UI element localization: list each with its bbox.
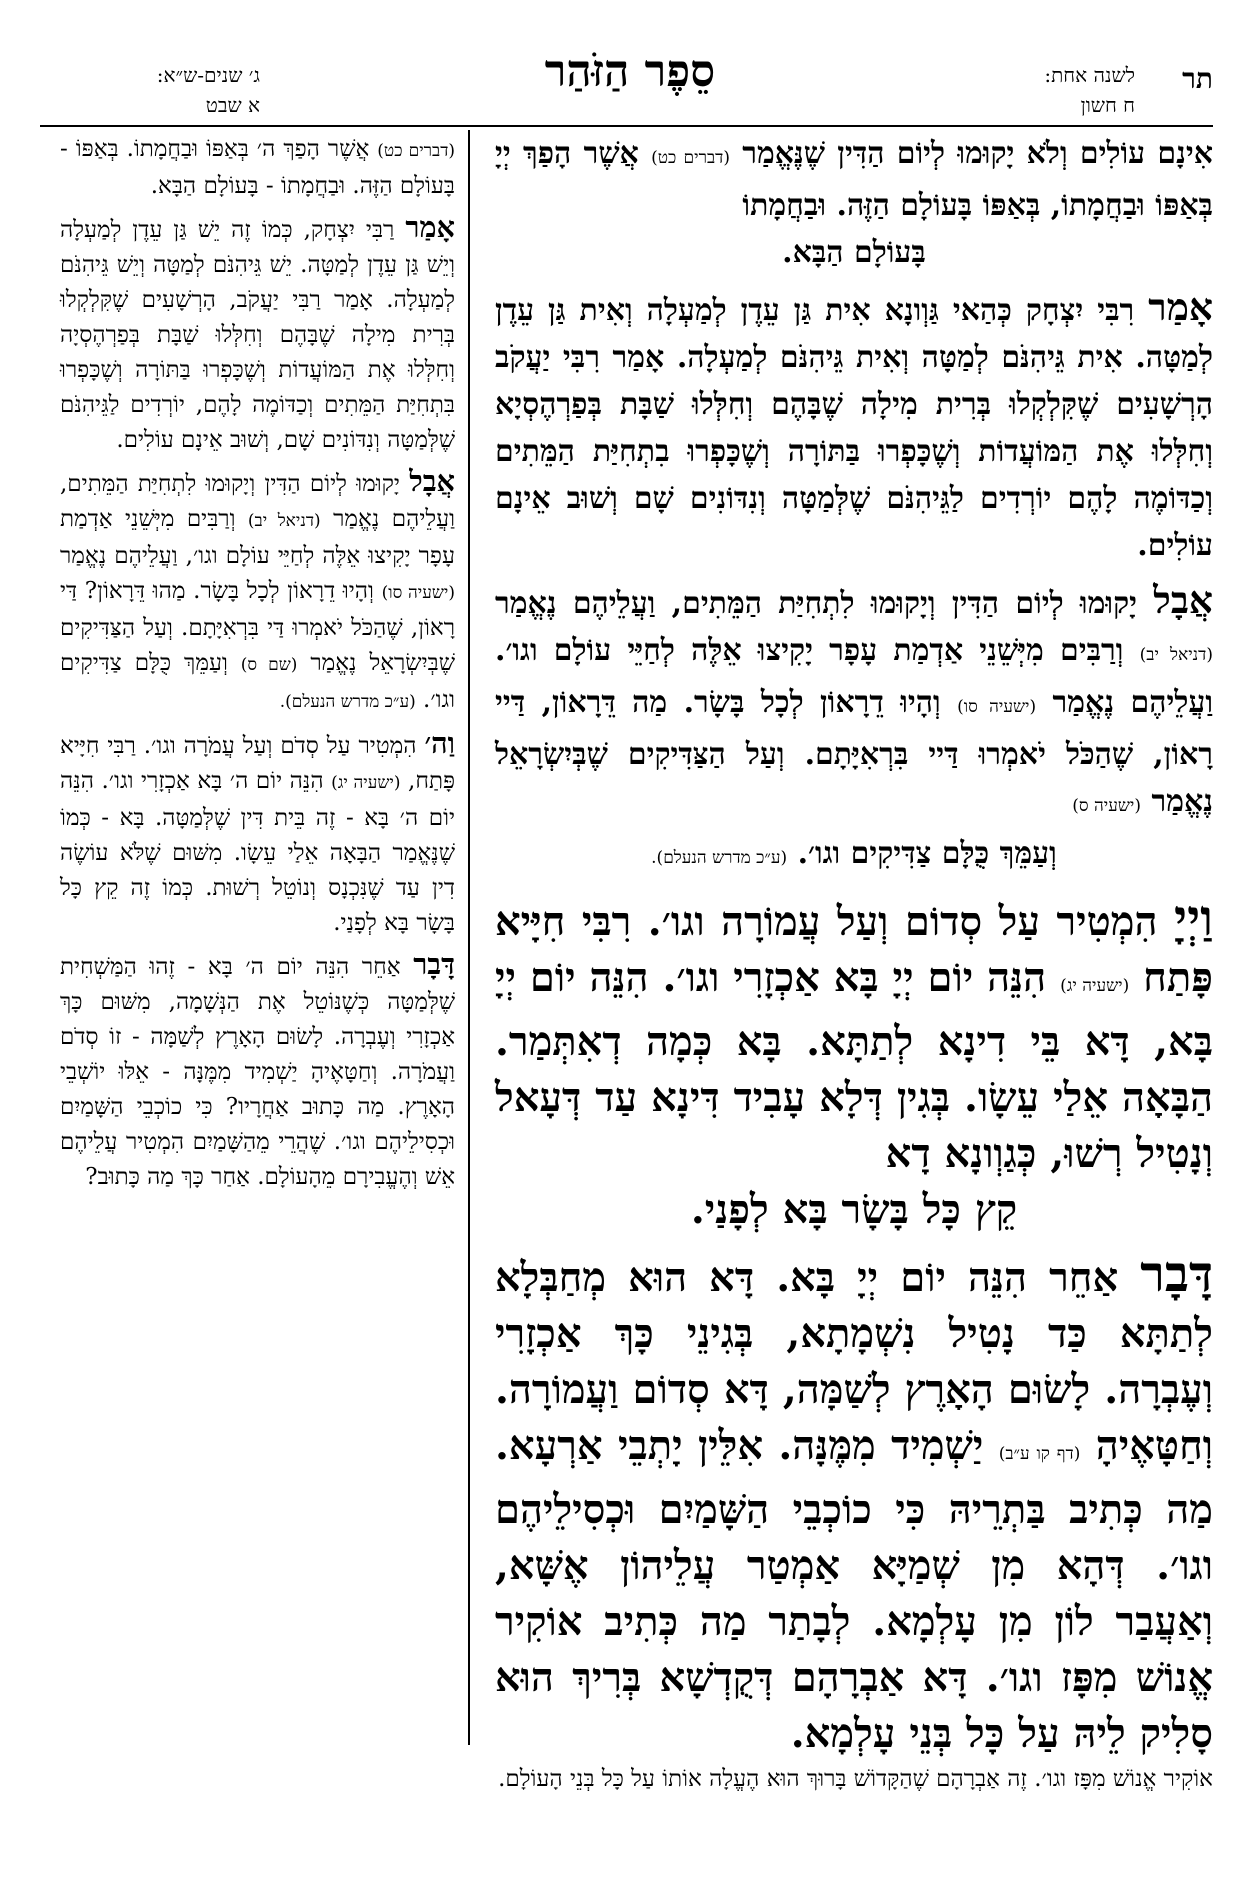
source-ref: (דניאל יב) — [247, 511, 321, 531]
source-ref: (ישעיה סו) — [381, 583, 456, 603]
opening-word: אֲבָל — [409, 464, 456, 498]
source-ref: (ע״כ מדרש הנעלם). — [279, 692, 416, 712]
schedule-date: ח חשון — [1080, 93, 1135, 117]
schedule-label: ג׳ שנים-ש״א: — [156, 63, 260, 87]
schedule-label: לשנה אחת: — [1044, 63, 1135, 87]
schedule-date: א שבט — [205, 93, 260, 117]
source-ref: (ע״כ מדרש הנעלם). — [651, 848, 788, 868]
opening-word: אֲבָל — [1153, 578, 1213, 622]
header-divider — [40, 125, 1213, 127]
reading-schedule-one-year — [1044, 60, 1135, 120]
opening-word: וַיְיָ — [1173, 888, 1213, 947]
paragraph: אִינָם עוֹלִים וְלֹא יָקוּמוּ לְיוֹם הַדִּין שֶׁנֶּאֱמַר (דברים כט) אֲשֶׁר הָפַךְ יְיָ בְּאַפּוֹ וּבַחֲמָתוֹ, בְּאַפּוֹ בָּעוֹלָם הַזֶּה. וּבַחֲמָתוֹ בָּעוֹלָם הַבָּא. — [495, 136, 1214, 270]
source-ref: (דברים כט) — [651, 148, 730, 168]
paragraph: (דברים כט) אֲשֶׁר הָפַךְ ה׳ בְּאַפּוֹ וּבַחֲמָתוֹ. בְּאַפּוֹ - בָּעוֹלָם הַזֶּה. וּבַחֲמָתוֹ - בָּעוֹלָם הַבָּא. — [60, 136, 456, 199]
source-ref: (דברים כט) — [377, 141, 456, 161]
reading-schedule-three-year — [60, 60, 260, 120]
source-ref: (שם ס) — [240, 655, 298, 675]
source-ref: (ישעיה סו) — [957, 697, 1037, 717]
book-title: סֵפֶר הַזֹּהַר — [544, 46, 716, 97]
page-number: תר — [1182, 62, 1213, 95]
paragraph: דָּבָר אַחֵר הִנֵּה יוֹם ה׳ בָּא - זֶהוּ הַמַּשְׁחִית שֶׁלְּמַטָּה כְּשֶׁנּוֹטֵל אֶת הַנְּשָׁמָה, מִשּׁוּם כָּךְ אַכְזָרִי וְעֶבְרָה. לָשׂוּם הָאָרֶץ לְשַׁמָּה - זוֹ סְדֹם וַעֲמֹרָה. וְחַטָּאֶיהָ יַשְׁמִיד מִמֶּנָּה - אֵלּוּ יוֹשְׁבֵי הָאָרֶץ. מַה כָּתוּב אַחֲרָיו? כִּי כוֹכְבֵי הַשָּׁמַיִם וּכְסִילֵיהֶם וגו׳. שֶׁהֲרֵי מֵהַשָּׁמַיִם הִמְטִיר עֲלֵיהֶם אֵשׁ וְהֶעֱבִירָם מֵהָעוֹלָם. אַחַר כָּךְ מַה כָּתוּב? — [60, 947, 455, 1190]
opening-word: דָּבָר — [1140, 1244, 1213, 1303]
opening-word: וַה׳ — [424, 726, 456, 760]
source-ref: (דף קו ע״ב) — [998, 1444, 1081, 1464]
column-divider — [468, 130, 470, 1745]
paragraph: וַה׳ הִמְטִיר עַל סְדֹם וְעַל עֲמֹרָה וגו׳. רַבִּי חִיָּיא פָּתַח, (ישעיה יג) הִנֵּה יוֹם ה׳ בָּא אַכְזָרִי וגו׳. הִנֵּה יוֹם ה׳ בָּא - זֶה בֵּית דִּין שֶׁלְּמַטָּה. בָּא - כְּמוֹ שֶׁנֶּאֱמַר הַבָּאָה אֵלַי עֵשָׂו. מִשּׁוּם שֶׁלֹּא עוֹשֶׂה דִין עַד שֶׁנִּכְנָס וְנוֹטֵל רְשׁוּת. כְּמוֹ זֶה קֵץ כָּל בָּשָׂר בָּא לְפָנַי. — [60, 726, 456, 936]
paragraph: דָּבָר אַחֵר הִנֵּה יוֹם יְיָ בָּא. דָּא הוּא מְחַבְּלָא לְתַתָּא כַּד נָטִיל נִשְׁמָתָא, בְּגִינֵי כָּךְ אַכְזָרִי וְעֶבְרָה. לָשׂוּם הָאָרֶץ לְשַׁמָּה, דָּא סְדוֹם וַעֲמוֹרָה. וְחַטָּאֶיהָ (דף קו ע״ב) יַשְׁמִיד מִמֶּנָּה. אִלֵּין יָתְבֵי אַרְעָא. מַה כְּתִיב בַּתְרֵיהּ כִּי כוֹכְבֵי הַשָּׁמַיִם וּכְסִילֵיהֶם וגו׳. דְּהָא מִן שְׁמַיָּא אַמְטַר עֲלֵיהוֹן אֶשָּׁא, וְאַעֲבַר לוֹן מִן עָלְמָא. לְבָתַר מַה כְּתִיב אוֹקִיר אֱנוֹשׁ מִפָּז וגו׳. דָּא אַבְרָהָם דְּקֻדְשָׁא בְּרִיךְ הוּא סָלִיק לֵיהּ עַל כָּל בְּנֵי עָלְמָא. — [495, 1244, 1213, 1757]
paragraph: אֲבָל יָקוּמוּ לְיוֹם הַדִּין וְיָקוּמוּ לִתְחִיַּת הַמֵּתִים, וַעֲלֵיהֶם נֶאֱמַר (דניאל יב) וְרַבִּים מִיְּשֵׁנֵי אַדְמַת עָפָר יָקִיצוּ אֵלֶּה לְחַיֵּי עוֹלָם וגו׳. וַעֲלֵיהֶם נֶאֱמַר (ישעיה סו) וְהָיוּ דֵרָאוֹן לְכָל בָּשָׂר. מַה דֵּרָאוֹן, דַּיי רָאוֹן, שֶׁהַכֹּל יֹאמְרוּ דַּיי בִּרְאִיָּתָם. וְעַל הַצַּדִּיקִים שֶׁבְּיִשְׂרָאֵל נֶאֱמַר (ישעיה ס) וְעַמֵּךְ כֻּלָּם צַדִּיקִים וגו׳. (ע״כ מדרש הנעלם). — [495, 578, 1214, 871]
opening-word: אָמַר — [405, 210, 456, 244]
source-ref: (ישעיה ס) — [1072, 796, 1141, 816]
paragraph: אָמַר רַבִּי יִצְחָק, כְּמוֹ זֶה יֵשׁ גַּן עֵדֶן לְמַעְלָה וְיֵשׁ גַּן עֵדֶן לְמַטָּה. יֵשׁ גֵּיהִנֹּם לְמַטָּה וְיֵשׁ גֵּיהִנֹּם לְמַעְלָה. אָמַר רַבִּי יַעֲקֹב, הָרְשָׁעִים שֶׁקִּלְקְלוּ בְּרִית מִילָה שֶׁבָּהֶם וְחִלְּלוּ שַׁבָּת בְּפַרְהֶסְיָה וְחִלְּלוּ אֶת הַמּוֹעֲדוֹת וְשֶׁכָּפְרוּ בַּתּוֹרָה וְשֶׁכָּפְרוּ בִּתְחִיַּת הַמֵּתִים וְכַדּוֹמֶה לָהֶם, יוֹרְדִים לַגֵּיהִנֹּם שֶׁלְּמַטָּה וְנִדּוֹנִים שָׁם, וְשׁוּב אֵינָם עוֹלִים. — [60, 210, 456, 453]
paragraph: אֲבָל יָקוּמוּ לְיוֹם הַדִּין וְיָקוּמוּ לִתְחִיַּת הַמֵּתִים, וַעֲלֵיהֶם נֶאֱמַר (דניאל יב) וְרַבִּים מִיְּשֵׁנֵי אַדְמַת עָפָר יָקִיצוּ אֵלֶּה לְחַיֵּי עוֹלָם וגו׳, וַעֲלֵיהֶם נֶאֱמַר (ישעיה סו) וְהָיוּ דֵרָאוֹן לְכָל בָּשָׂר. מַהוּ דֵּרָאוֹן? דַּי רָאוֹן, שֶׁהַכֹּל יֹאמְרוּ דַּי בִּרְאִיָּתָם. וְעַל הַצַּדִּיקִים שֶׁבְּיִשְׂרָאֵל נֶאֱמַר (שם ס) וְעַמֵּךְ כֻּלָּם צַדִּיקִים וגו׳. (ע״כ מדרש הנעלם). — [60, 464, 456, 713]
source-ref: (ישעיה יג) — [331, 773, 401, 793]
main-text-column — [495, 130, 1213, 1770]
opening-word: אָמַר — [1148, 285, 1214, 329]
opening-word: דָּבָר — [413, 947, 455, 981]
translation-column — [60, 132, 455, 1201]
source-ref: (דניאל יב) — [1139, 645, 1213, 665]
paragraph: אָמַר רִבִּי יִצְחָק כְּהַאי גַּוְונָא אִית גַּן עֵדֶן לְמַעְלָה וְאִית גַּן עֵדֶן לְמַטָּה. אִית גֵּיהִנֹּם לְמַטָּה וְאִית גֵּיהִנֹּם לְמַעְלָה. אָמַר רִבִּי יַעֲקֹב הָרְשָׁעִים שֶׁקִּלְקְלוּ בְּרִית מִילָה שֶׁבָּהֶם וְחִלְּלוּ שַׁבָּת בְּפַרְהֶסְיָא וְחִלְּלוּ אֶת הַמּוֹעֲדוֹת וְשֶׁכָּפְרוּ בַּתּוֹרָה וְשֶׁכָּפְרוּ בִתְחִיַּת הַמֵּתִים וְכַדּוֹמֶה לָהֶם יוֹרְדִים לַגֵּיהִנֹּם שֶׁלְּמַטָּה וְנִדּוֹנִים שָׁם וְשׁוּב אֵינָם עוֹלִים. — [495, 285, 1214, 563]
source-ref: (ישעיה יג) — [1060, 976, 1130, 996]
continuation-line: אוֹקִיר אֱנוֹשׁ מִפָּז וגו׳. זֶה אַבְרָהָם שֶׁהַקָּדוֹשׁ בָּרוּךְ הוּא הֶעֱלָה אוֹתוֹ עַל כָּל בְּנֵי הָעוֹלָם. — [498, 1766, 1213, 1792]
paragraph: וַיְיָ הִמְטִיר עַל סְדוֹם וְעַל עֲמוֹרָה וגו׳. רִבִּי חִיָּיא פָּתַח (ישעיה יג) הִנֵּה יוֹם יְיָ בָּא אַכְזָרִי וגו׳. הִנֵּה יוֹם יְיָ בָּא, דָּא בֵּי דִינָא לְתַתָּא. בָּא כְּמָה דְאִתְּמַר. הַבָּאָה אֵלַי עֵשָׂו. בְּגִין דְּלָא עָבִיד דִּינָא עַד דְּעָאל וְנָטִיל רְשׁוּ, כְּגַוְונָא דָא קֵץ כָּל בָּשָׂר בָּא לְפָנַי. — [495, 888, 1213, 1233]
